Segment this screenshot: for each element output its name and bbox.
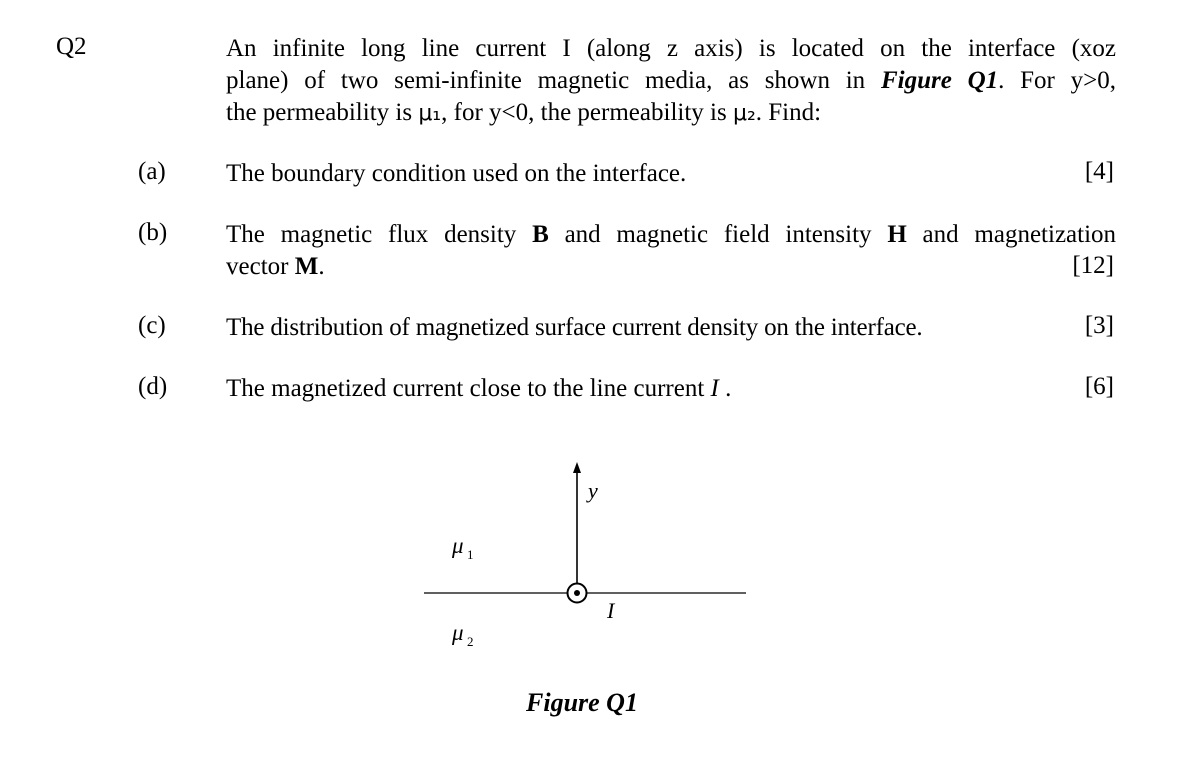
part-b-label: (b) xyxy=(138,219,168,246)
part-c-text: The distribution of magnetized surface current density on the interface. xyxy=(226,314,923,341)
mu1-symbol: μ₁ xyxy=(418,101,442,126)
part-a-marks: [4] xyxy=(1084,158,1114,185)
line-current-dot-icon xyxy=(574,590,580,596)
part-d-label: (d) xyxy=(138,373,168,400)
part-c-marks: [3] xyxy=(1084,312,1114,339)
stem-line-3: the permeability is μ₁, for y<0, the permeability is μ₂. Find: xyxy=(226,99,822,126)
part-b-marks: [12] xyxy=(1072,252,1114,279)
mu2-subscript: 2 xyxy=(467,634,474,649)
stem-line-2: plane) of two semi-infinite magnetic media, as shown in Figure Q1. For y>0, xyxy=(226,67,1117,94)
part-d-marks: [6] xyxy=(1084,373,1114,400)
mu2-label: μ xyxy=(452,620,464,645)
current-label: I xyxy=(607,598,615,623)
question-number: Q2 xyxy=(56,33,87,60)
figure-reference: Figure Q1 xyxy=(880,67,999,94)
part-a-text: The boundary condition used on the interface. xyxy=(226,160,687,187)
part-d-text: The magnetized current close to the line current I . xyxy=(226,375,732,402)
y-axis-label: y xyxy=(588,478,598,503)
part-a-label: (a) xyxy=(138,158,166,185)
figure-caption: Figure Q1 xyxy=(526,688,638,717)
part-b-text: The magnetic flux density B and magnetic field intensity H and magnetization vector M. xyxy=(226,221,1117,280)
mu1-subscript: 1 xyxy=(467,547,474,562)
mu1-label: μ xyxy=(452,533,464,558)
part-c-label: (c) xyxy=(138,312,166,339)
y-axis-arrow-icon xyxy=(573,462,581,473)
stem-line-1: An infinite long line current I (along z axis) is located on the interface (xoz xyxy=(226,35,1116,62)
mu2-symbol: μ₂ xyxy=(732,101,756,126)
